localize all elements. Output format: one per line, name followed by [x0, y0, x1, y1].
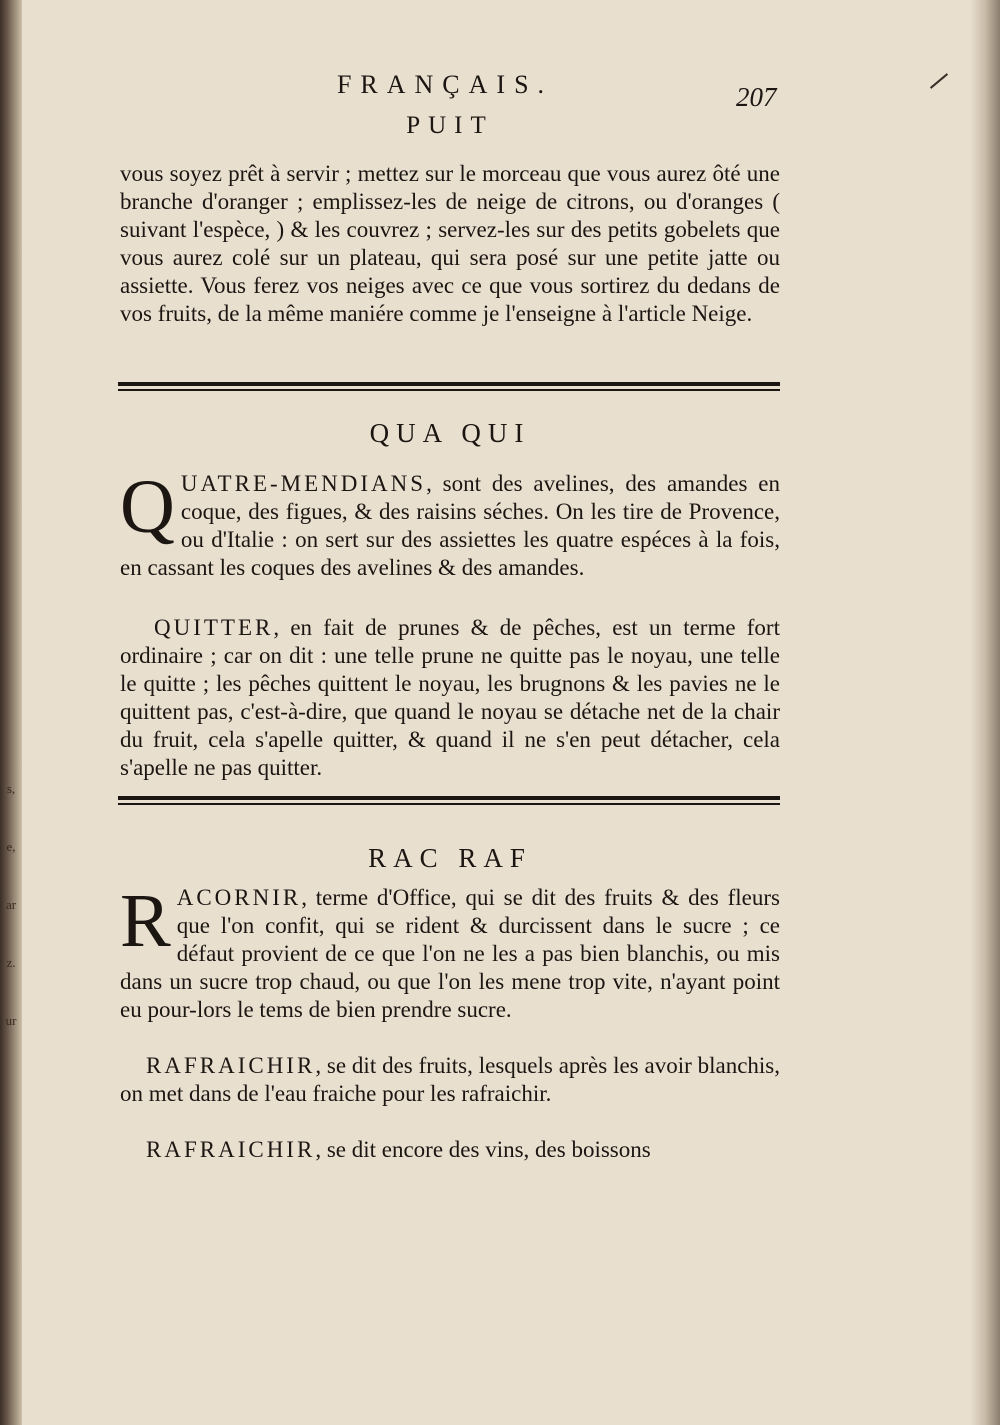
- gutter-marks: [0, 760, 22, 1050]
- entry-text: , sont des avelines, des amandes en coque, des figues, & des raisins séches. On les tire de Provence, ou d'Italie : on sert sur des assiettes les quatre espéces à la fois, en cassant les coques des avelines & des amandes.: [120, 471, 780, 580]
- section-rule: [118, 382, 780, 391]
- entry-headword: RAFRAICHIR: [146, 1053, 316, 1078]
- gutter-mark: z.: [6, 955, 16, 970]
- continuation-paragraph: vous soyez prêt à servir ; mettez sur le morceau que vous aurez ôté une branche d'oranger ; emplissez-les de neige de citrons, ou d'oranges ( suivant l'espèce, ) & les couvrez ; servez-les sur des petits gobelets que vous aurez colé sur un plateau, qui sera posé sur une petite jatte ou assiette. Vous ferez vos neiges avec ce que vous sortirez du dedans de vos fruits, de la même maniére comme je l'enseigne à l'article Neige.: [120, 161, 780, 326]
- page-number: 207: [736, 82, 777, 112]
- entry-text: , en fait de prunes & de pêches, est un terme fort ordinaire ; car on dit : une telle prune ne quitte pas le noyau, une telle le quitte ; les pêches quittent le noyau, les brugnons & les pavies ne le quittent pas, c'est-à-dire, que quand le noyau se détache net de la chair du fruit, cela s'apelle quitter, & quand il ne s'en peut détacher, cela s'apelle ne pas quitter.: [120, 615, 780, 780]
- section-heading: QUA QUI: [369, 418, 531, 448]
- drop-cap: R: [120, 879, 171, 963]
- gutter-mark: ar: [5, 897, 17, 912]
- page-right-edge: [970, 0, 1000, 1425]
- entry-headword: RAFRAICHIR: [146, 1137, 316, 1162]
- gutter-mark: s,: [6, 781, 16, 796]
- entry-racornir: [120, 879, 780, 1024]
- running-head: FRANÇAIS.: [336, 70, 554, 99]
- entry-text: , se dit encore des vins, des boissons: [315, 1137, 651, 1162]
- section-heading: RAC RAF: [368, 843, 532, 873]
- entry-rafraichir: [120, 1052, 780, 1108]
- entry-headword: ACORNIR: [176, 885, 302, 910]
- page-left-edge: [0, 0, 22, 1425]
- entry-quatre-mendians: [120, 465, 780, 582]
- entry-text: , terme d'Office, qui se dit des fruits & des fleurs que l'on confit, qui se rident & durcissent dans le sucre ; ce défaut provient de ce que l'on ne les a pas bien blanchis, ou mis dans un sucre trop chaud, ou que l'on les mene trop vite, n'ayant point eu pour-lors le tems de bien prendre sucre.: [120, 885, 780, 1022]
- gutter-mark: ur: [5, 1013, 17, 1028]
- entry-headword: QUITTER: [154, 615, 274, 640]
- drop-cap: Q: [120, 465, 175, 549]
- pencil-mark: [930, 73, 948, 89]
- entry-text: , se dit des fruits, lesquels après les avoir blanchis, on met dans de l'eau fraiche pour les rafraichir.: [120, 1053, 780, 1106]
- entry-headword: UATRE-MENDIANS: [180, 471, 427, 496]
- entry-quitter: [120, 614, 780, 782]
- catchword-head: PUIT: [406, 112, 494, 139]
- entry-rafraichir-2: [120, 1136, 780, 1164]
- section-rule: [118, 796, 780, 805]
- gutter-mark: e,: [6, 839, 16, 854]
